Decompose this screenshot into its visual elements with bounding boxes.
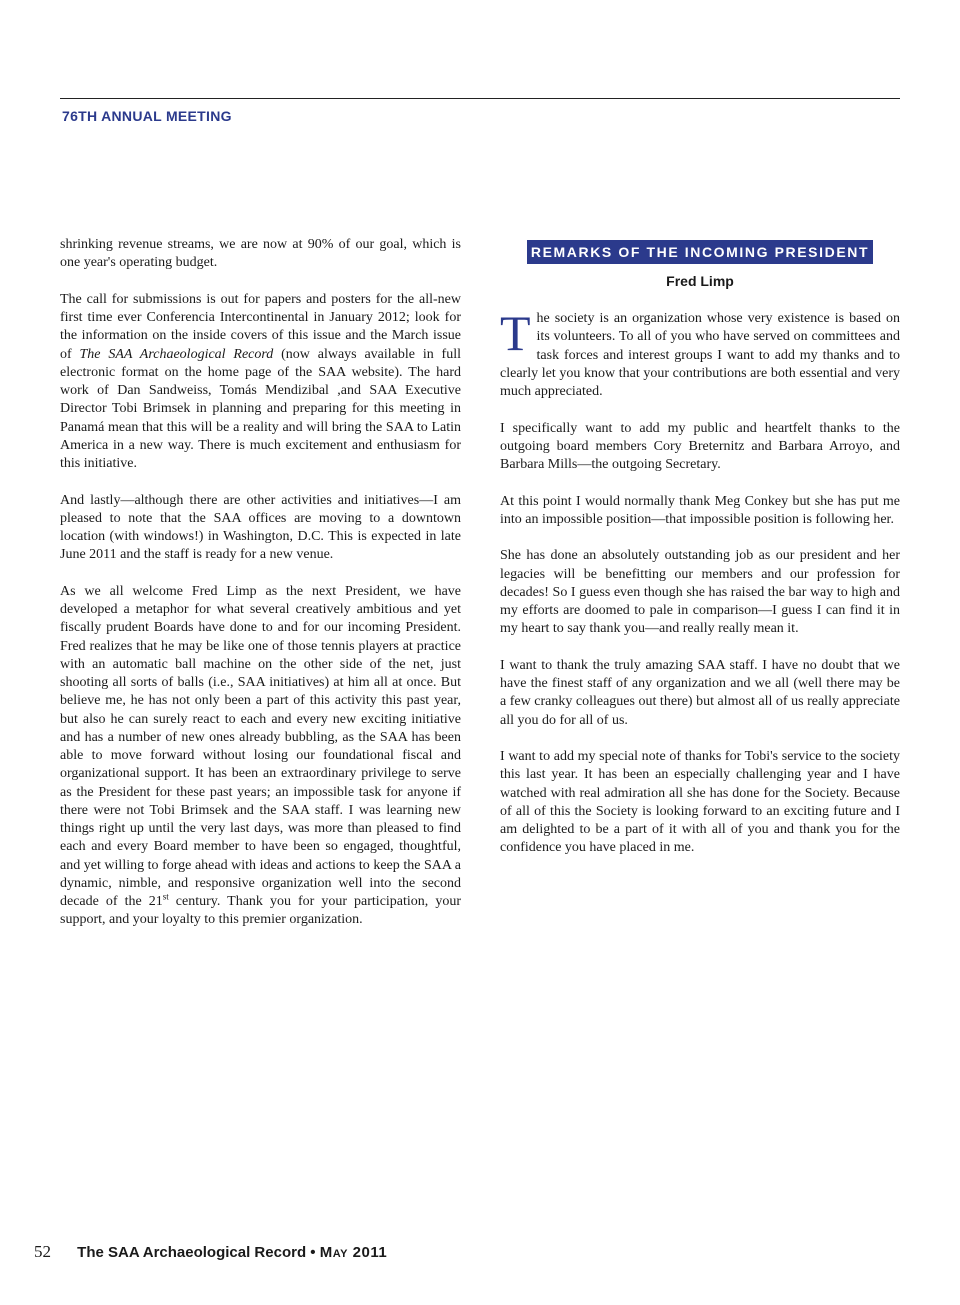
page-number: 52 bbox=[34, 1242, 51, 1261]
page-footer bbox=[34, 1242, 387, 1262]
left-paragraph-3: And lastly—although there are other activities and initiatives—I am pleased to note that the SAA offices are moving to a downtown location (with windows!) in Washington, D.C. This is expected in late June 2011 and the staff is ready for a new venue. bbox=[60, 492, 461, 563]
left-paragraph-2: The call for submissions is out for papers and posters for the all-new first time ever Conferencia Intercontinental in January 2012; look for the information on the inside covers of this issue and the March issue of The SAA Archaeological Record (now always available in full electronic format on the home page of the SAA website). The hard work of Dan Sandweiss, Tomás Mendizibal ,and SAA Executive Director Tobi Brimsek in planning and preparing for this meeting in Panamá mean that this will be a reality and will bring the SAA to Latin America in a new way. There is much excitement and enthusiasm for this initiative. bbox=[60, 291, 461, 471]
right-paragraph-2: I specifically want to add my public and heartfelt thanks to the outgoing board members Cory Breternitz and Barbara Arroyo, and Barbara Mills—the outgoing Secretary. bbox=[500, 420, 900, 472]
bullet-separator: • bbox=[310, 1244, 316, 1261]
remarks-banner: REMARKS OF THE INCOMING PRESIDENT bbox=[527, 240, 873, 264]
right-paragraph-5: I want to thank the truly amazing SAA staff. I have no doubt that we have the finest staff of any organization and we all (well there may be a few cranky colleagues out there) but almost all of us really appreciate all you do for all of us. bbox=[500, 657, 900, 728]
left-column bbox=[60, 236, 461, 930]
drop-cap: T bbox=[500, 305, 531, 361]
author-name: Fred Limp bbox=[666, 273, 734, 289]
right-paragraph-1: The society is an organization whose very existence is based on its volunteers. To all of you who have served on committees and task forces and interest groups I want to add my thanks and to clearly let you know that your contributions are both essential and very much appreciated. bbox=[500, 305, 900, 399]
section-heading: 76TH ANNUAL MEETING bbox=[62, 108, 232, 124]
journal-title-italic: The SAA Archaeological Record bbox=[79, 346, 274, 362]
issue-date: May 2011 bbox=[319, 1244, 388, 1261]
header-rule bbox=[60, 98, 900, 99]
left-paragraph-1: shrinking revenue streams, we are now at 90% of our goal, which is one year's operating budget. bbox=[60, 237, 461, 271]
journal-name: The SAA Archaeological Record bbox=[77, 1244, 307, 1261]
right-paragraph-4: She has done an absolutely outstanding job as our president and her legacies will be benefitting our members and our profession for decades! So I guess even though she has raised the bar way to high and my efforts are doomed to pale in comparison—I guess I can find it in my heart to say thank you—and really really mean it. bbox=[500, 548, 900, 637]
right-paragraph-6: I want to add my special note of thanks for Tobi's service to the society this last year. It has been an especially challenging year and I have watched with real admiration all she has done for the Society. Because of all of this the Society is looking forward to an exciting future and I am delighted to be a part of it with all of you and thank you for the confidence you have placed in me. bbox=[500, 749, 900, 856]
left-paragraph-4: As we all welcome Fred Limp as the next President, we have developed a metaphor for what several creatively ambitious and yet fiscally prudent Boards have done to and for our incoming President. Fred realizes that he may be like one of those tennis players at practice with an automatic ball machine on the other side of the net, just shooting all sorts of balls (i.e., SAA initiatives) at him all at once. But believe me, he has not only been a part of this activity this past year, but also he can surely react to each and every new exciting initiative and has a number of new ones already bubbling, as the SAA has been able to move forward without losing our foundational fiscal and organizational support. It has been an extraordinary privilege to serve as the President for these past years; an impossible task for anyone if there were not Tobi Brimsek and the SAA staff. I was learning new things right up until the very last days, was more than pleased to find each and every Board member to have been so engaged, thoughtful, and yet willing to forge ahead with ideas and actions to keep the SAA a dynamic, nimble, and responsive organization well into the second decade of the 21st century. Thank you for your participation, your support, and your loyalty to this premier organization. bbox=[60, 583, 461, 928]
right-column bbox=[500, 305, 900, 858]
right-paragraph-3: At this point I would normally thank Meg Conkey but she has put me into an impossible position—that impossible position is following her. bbox=[500, 493, 900, 527]
